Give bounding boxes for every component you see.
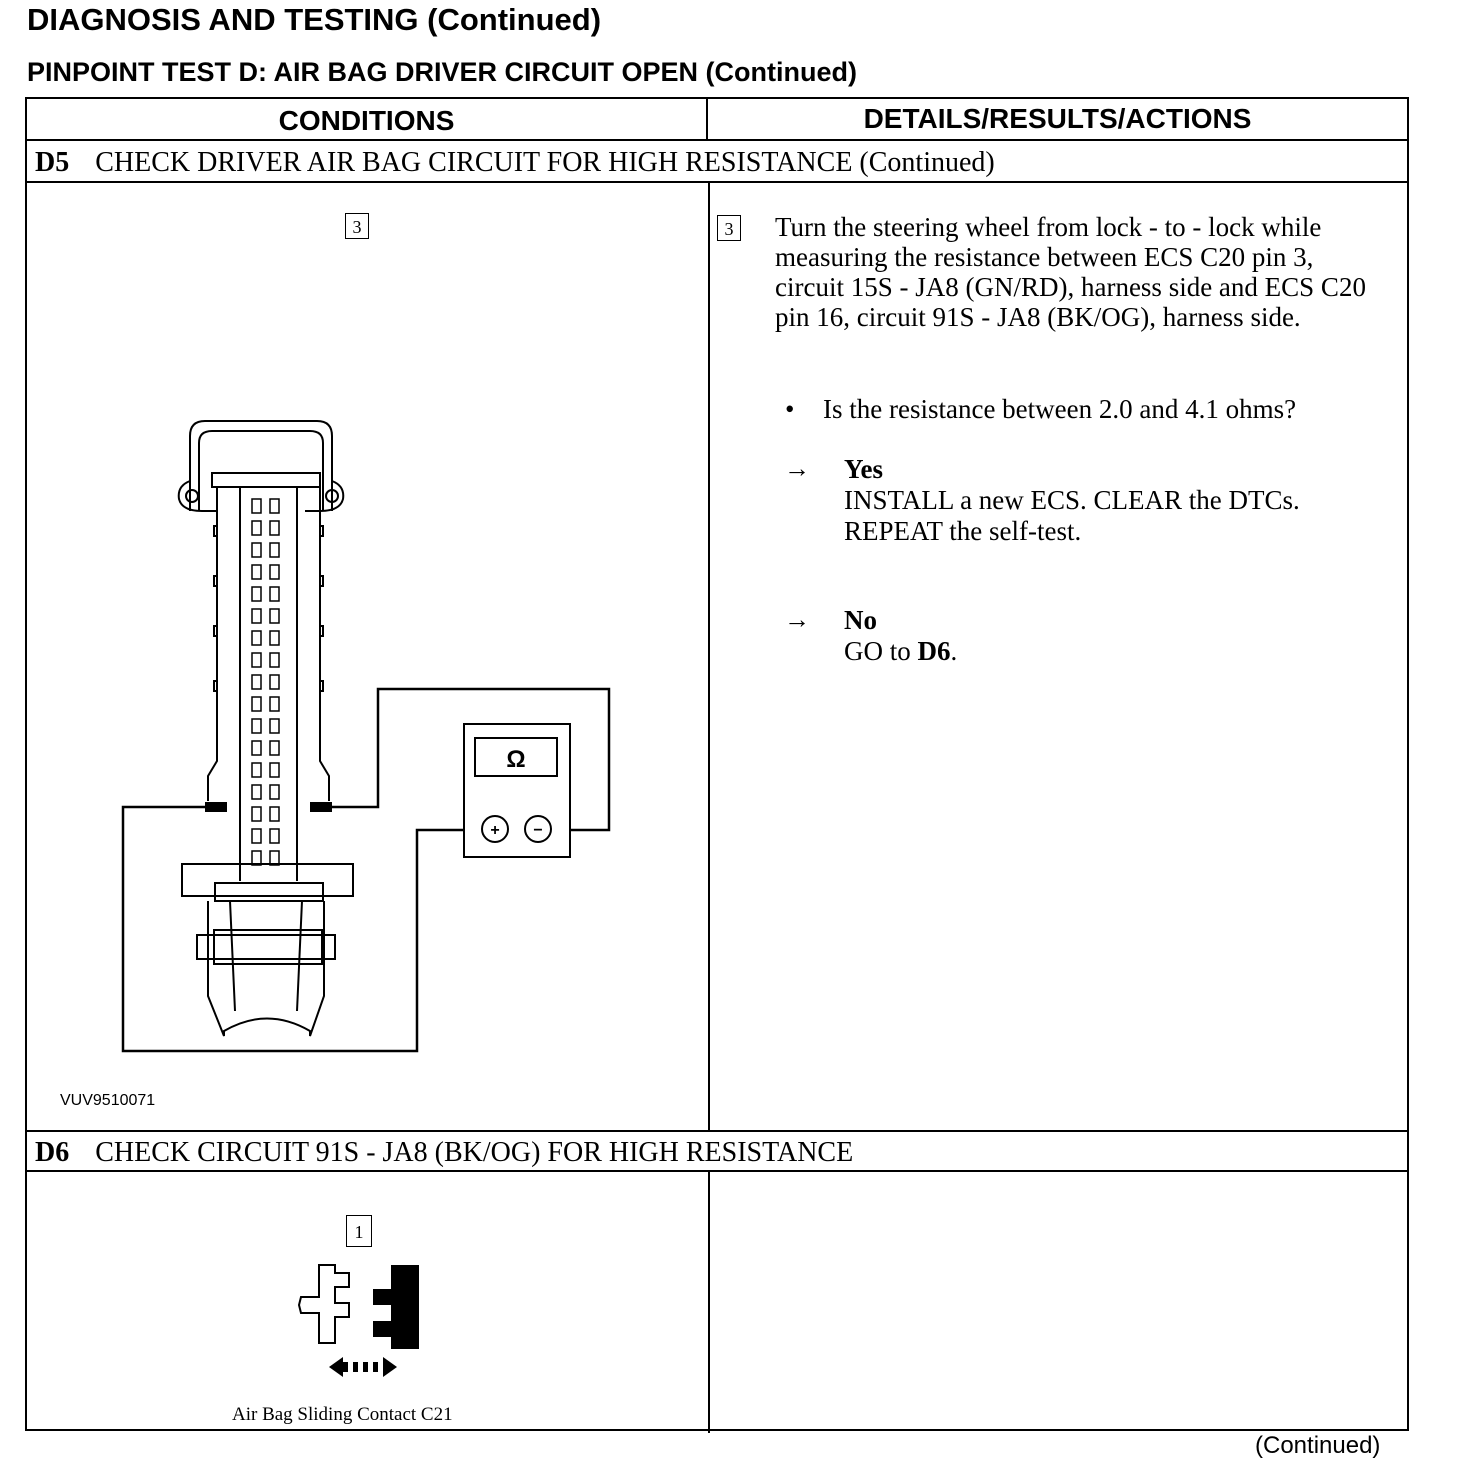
header-divider — [27, 139, 1407, 141]
probe-left — [205, 802, 227, 812]
d6-step-title — [35, 1137, 853, 1169]
no-result — [844, 605, 957, 667]
test-title: PINPOINT TEST D: AIR BAG DRIVER CIRCUIT OPEN (Continued) — [27, 57, 857, 87]
column-divider-d6 — [708, 1170, 710, 1433]
d5-question: Is the resistance between 2.0 and 4.1 ohms? — [823, 394, 1297, 424]
yes-action-1: INSTALL a new ECS. CLEAR the DTCs. — [844, 485, 1300, 515]
no-action-prefix: GO to — [844, 636, 918, 666]
no-action-suffix: . — [950, 636, 958, 666]
ohm-symbol: Ω — [506, 746, 526, 773]
yes-arrow-icon: → — [784, 454, 810, 483]
d5-detail-step-box: 3 — [717, 215, 741, 241]
d5-step-title — [35, 147, 995, 179]
d5-instruction: Turn the steering wheel from lock - to - lock while measuring the resistance between ECS C20 pin 3, circuit 15S - JA8 (GN/RD), harness side and ECS C20 pin 16, circuit 91S - JA8 (BK/OG), harness side. — [775, 212, 1366, 332]
ecs-c20-resistance-diagram — [27, 181, 706, 1130]
d5-step-id: D5 — [35, 147, 70, 178]
ohmmeter — [464, 724, 570, 857]
bullet: • — [785, 394, 795, 424]
plus-label: + — [490, 822, 500, 839]
column-divider-d5 — [708, 181, 710, 1130]
details-header: DETAILS/RESULTS/ACTIONS — [863, 103, 1252, 134]
d6-step-title-text: CHECK CIRCUIT 91S - JA8 (BK/OG) FOR HIGH RESISTANCE — [95, 1137, 854, 1168]
figure-code: VUV9510071 — [60, 1092, 156, 1109]
continued-footer: (Continued) — [1255, 1432, 1381, 1459]
yes-action-2: REPEAT the self-test. — [844, 516, 1082, 546]
no-label: No — [844, 605, 877, 635]
c21-connector-label: Air Bag Sliding Contact C21 — [232, 1404, 453, 1425]
page-title: DIAGNOSIS AND TESTING (Continued) — [27, 2, 602, 37]
minus-label: − — [533, 822, 543, 839]
pinpoint-test-table — [25, 97, 1409, 1431]
d5-step-title-text: CHECK DRIVER AIR BAG CIRCUIT FOR HIGH RESISTANCE (Continued) — [95, 147, 995, 178]
d6-figure-step-box: 1 — [346, 1215, 372, 1247]
yes-result — [844, 454, 1300, 547]
no-action-target[interactable]: D6 — [917, 636, 951, 666]
conditions-header: CONDITIONS — [278, 105, 455, 136]
d5-figure-step-box: 3 — [345, 213, 369, 239]
connector-pins — [252, 499, 279, 865]
d6-step-id: D6 — [35, 1137, 70, 1168]
no-arrow-icon: → — [784, 605, 810, 634]
probe-right — [310, 802, 332, 812]
c21-connector-diagram — [287, 1259, 427, 1379]
d5-end-divider — [27, 1130, 1407, 1132]
yes-label: Yes — [844, 454, 883, 484]
d6-title-divider — [27, 1170, 1407, 1172]
